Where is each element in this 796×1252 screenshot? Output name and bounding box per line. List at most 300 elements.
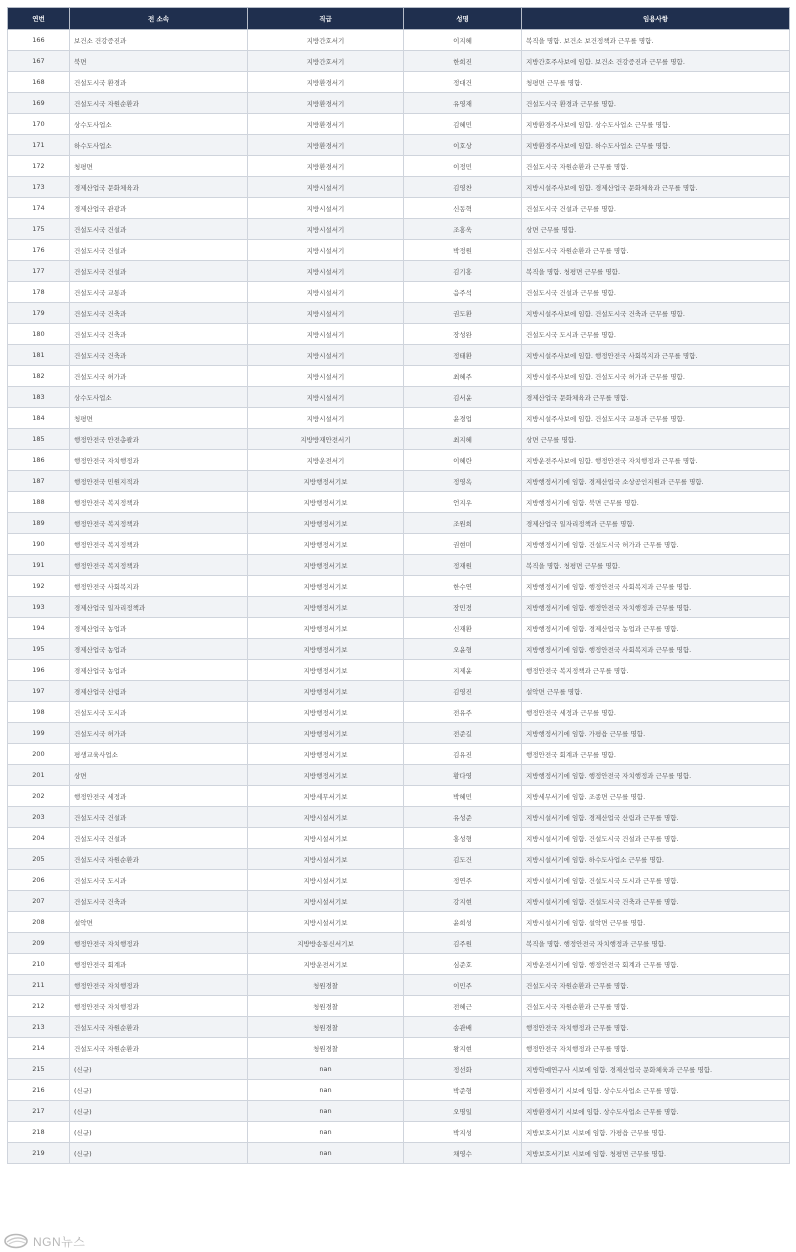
cell-rank: 지방시설서기보 [248,870,404,891]
table-row [8,366,790,387]
table-row [8,597,790,618]
cell-rank: 지방시설서기 [248,261,404,282]
cell-name: 최지혜 [404,429,522,450]
cell-name: 강지현 [404,891,522,912]
cell-number: 212 [8,996,70,1017]
cell-name: 이민주 [404,975,522,996]
table-row [8,450,790,471]
cell-name: 전준길 [404,723,522,744]
cell-rank: 지방행정서기보 [248,471,404,492]
cell-previous-dept: 행정안전국 민원지적과 [70,471,248,492]
cell-previous-dept: 경제산업국 농업과 [70,618,248,639]
cell-appointment: 지방환경주사보에 임함. 상수도사업소 근무를 명함. [522,114,790,135]
cell-appointment: 복직을 명함. 청평면 근무를 명함. [522,261,790,282]
cell-previous-dept: 경제산업국 문화체육과 [70,177,248,198]
cell-rank: 지방환경서기 [248,93,404,114]
cell-appointment: 설악면 근무를 명함. [522,681,790,702]
cell-previous-dept: 경제산업국 일자리정책과 [70,597,248,618]
cell-number: 181 [8,345,70,366]
cell-number: 208 [8,912,70,933]
cell-appointment: 행정안전국 자치행정과 근무를 명함. [522,1038,790,1059]
cell-name: 송관배 [404,1017,522,1038]
cell-number: 170 [8,114,70,135]
cell-appointment: 지방환경서기 시보에 임함. 상수도사업소 근무를 명함. [522,1101,790,1122]
cell-number: 206 [8,870,70,891]
cell-previous-dept: 건설도시국 허가과 [70,723,248,744]
cell-appointment: 경제산업국 문화체육과 근무를 명함. [522,387,790,408]
cell-name: 박혜민 [404,786,522,807]
header-appointment: 임용사항 [522,8,790,30]
cell-rank: 지방시설서기 [248,324,404,345]
cell-rank: 지방시설서기보 [248,912,404,933]
cell-number: 186 [8,450,70,471]
cell-rank: 청원경찰 [248,975,404,996]
cell-appointment: 건설도시국 건설과 근무를 명함. [522,198,790,219]
cell-number: 175 [8,219,70,240]
cell-rank: 지방방재안전서기 [248,429,404,450]
cell-previous-dept: 행정안전국 회계과 [70,954,248,975]
cell-name: 전유주 [404,702,522,723]
cell-number: 171 [8,135,70,156]
table-row [8,135,790,156]
header-number: 연번 [8,8,70,30]
cell-rank: 지방시설서기 [248,219,404,240]
cell-number: 195 [8,639,70,660]
cell-rank: 지방간호서기 [248,30,404,51]
cell-name: 조홍욱 [404,219,522,240]
cell-number: 166 [8,30,70,51]
table-row [8,618,790,639]
cell-number: 209 [8,933,70,954]
cell-name: 김영진 [404,681,522,702]
cell-previous-dept: 건설도시국 건축과 [70,324,248,345]
cell-number: 205 [8,849,70,870]
table-row [8,555,790,576]
cell-number: 180 [8,324,70,345]
cell-number: 183 [8,387,70,408]
cell-previous-dept: 경제산업국 농업과 [70,639,248,660]
cell-rank: 지방시설서기 [248,303,404,324]
cell-appointment: 건설도시국 자원순환과 근무를 명함. [522,975,790,996]
cell-previous-dept: 행정안전국 사회복지과 [70,576,248,597]
cell-rank: 지방시설서기 [248,198,404,219]
cell-number: 182 [8,366,70,387]
cell-number: 197 [8,681,70,702]
cell-rank: 청원경찰 [248,1017,404,1038]
cell-appointment: 복직을 명함. 행정안전국 자치행정과 근무를 명함. [522,933,790,954]
cell-number: 219 [8,1143,70,1164]
cell-rank: nan [248,1122,404,1143]
cell-previous-dept: 상수도사업소 [70,114,248,135]
cell-rank: 지방행정서기보 [248,534,404,555]
cell-appointment: 지방시설서기에 임함. 설악면 근무를 명함. [522,912,790,933]
cell-number: 178 [8,282,70,303]
cell-rank: 지방운전서기 [248,450,404,471]
cell-appointment: 지방행정서기에 임함. 경제산업국 농업과 근무를 명함. [522,618,790,639]
cell-name: 박정원 [404,240,522,261]
cell-name: 정선화 [404,1059,522,1080]
cell-previous-dept: 행정안전국 안전총괄과 [70,429,248,450]
table-row [8,1122,790,1143]
cell-number: 217 [8,1101,70,1122]
cell-number: 203 [8,807,70,828]
table-row [8,240,790,261]
cell-name: 권도환 [404,303,522,324]
cell-appointment: 지방시설서기에 임함. 경제산업국 산림과 근무를 명함. [522,807,790,828]
table-row [8,1143,790,1164]
cell-appointment: 지방보호서기보 시보에 임함. 청평면 근무를 명함. [522,1143,790,1164]
cell-number: 204 [8,828,70,849]
cell-appointment: 지방시설주사보에 임함. 경제산업국 문화체육과 근무를 명함. [522,177,790,198]
table-row [8,639,790,660]
cell-previous-dept: (신규) [70,1059,248,1080]
cell-appointment: 지방환경서기 시보에 임함. 상수도사업소 근무를 명함. [522,1080,790,1101]
table-row [8,870,790,891]
cell-previous-dept: 건설도시국 도시과 [70,702,248,723]
cell-name: 이정민 [404,156,522,177]
cell-appointment: 행정안전국 세정과 근무를 명함. [522,702,790,723]
cell-rank: 지방환경서기 [248,114,404,135]
cell-previous-dept: 건설도시국 건설과 [70,219,248,240]
table-row [8,723,790,744]
cell-name: 장성완 [404,324,522,345]
cell-number: 172 [8,156,70,177]
cell-name: 정대건 [404,72,522,93]
cell-appointment: 지방시설서기에 임함. 건설도시국 건축과 근무를 명함. [522,891,790,912]
cell-previous-dept: 건설도시국 교통과 [70,282,248,303]
cell-previous-dept: 행정안전국 복지정책과 [70,555,248,576]
cell-name: 김유진 [404,744,522,765]
table-row [8,744,790,765]
cell-name: 황다영 [404,765,522,786]
cell-previous-dept: (신규) [70,1122,248,1143]
cell-number: 210 [8,954,70,975]
cell-previous-dept: 건설도시국 건설과 [70,807,248,828]
cell-name: 심준호 [404,954,522,975]
cell-name: 김영찬 [404,177,522,198]
table-row [8,954,790,975]
cell-previous-dept: 경제산업국 산림과 [70,681,248,702]
table-row [8,1101,790,1122]
cell-previous-dept: 건설도시국 자원순환과 [70,1038,248,1059]
cell-rank: 지방시설서기보 [248,891,404,912]
cell-previous-dept: 건설도시국 건축과 [70,345,248,366]
cell-rank: 지방시설서기보 [248,807,404,828]
cell-number: 177 [8,261,70,282]
cell-name: 유성준 [404,807,522,828]
cell-appointment: 지방시설주사보에 임함. 건설도시국 허가과 근무를 명함. [522,366,790,387]
cell-rank: 지방세무서기보 [248,786,404,807]
cell-previous-dept: 청평면 [70,408,248,429]
cell-appointment: 지방운전서기에 임함. 행정안전국 회계과 근무를 명함. [522,954,790,975]
cell-appointment: 지방운전주사보에 임함. 행정안전국 자치행정과 근무를 명함. [522,450,790,471]
cell-name: 정연주 [404,870,522,891]
cell-number: 216 [8,1080,70,1101]
cell-rank: 지방방송통신서기보 [248,933,404,954]
cell-previous-dept: 행정안전국 자치행정과 [70,975,248,996]
table-row [8,156,790,177]
cell-appointment: 지방시설서기에 임함. 건설도시국 도시과 근무를 명함. [522,870,790,891]
table-row [8,996,790,1017]
cell-number: 169 [8,93,70,114]
cell-number: 214 [8,1038,70,1059]
cell-name: 박지성 [404,1122,522,1143]
cell-appointment: 복직을 명함. 청평면 근무를 명함. [522,555,790,576]
appointment-table [7,7,790,1164]
cell-number: 185 [8,429,70,450]
cell-rank: 지방시설서기 [248,408,404,429]
cell-previous-dept: 행정안전국 자치행정과 [70,933,248,954]
cell-previous-dept: 행정안전국 복지정책과 [70,513,248,534]
cell-number: 211 [8,975,70,996]
table-row [8,429,790,450]
cell-previous-dept: 건설도시국 건설과 [70,240,248,261]
cell-previous-dept: 행정안전국 세정과 [70,786,248,807]
cell-name: 한희진 [404,51,522,72]
cell-previous-dept: 경제산업국 농업과 [70,660,248,681]
cell-appointment: 경제산업국 일자리정책과 근무를 명함. [522,513,790,534]
cell-appointment: 지방세무서기에 임함. 조종면 근무를 명함. [522,786,790,807]
cell-rank: 지방행정서기보 [248,513,404,534]
cell-rank: nan [248,1080,404,1101]
table-row [8,933,790,954]
table-row [8,1059,790,1080]
table-row [8,1080,790,1101]
table-row [8,975,790,996]
cell-number: 173 [8,177,70,198]
cell-rank: nan [248,1101,404,1122]
cell-previous-dept: 행정안전국 자치행정과 [70,450,248,471]
table-row [8,765,790,786]
cell-appointment: 지방행정서기에 임함. 경제산업국 소상공인지원과 근무를 명함. [522,471,790,492]
cell-rank: 지방행정서기보 [248,723,404,744]
cell-rank: nan [248,1143,404,1164]
table-row [8,681,790,702]
table-row [8,177,790,198]
cell-rank: 지방시설서기보 [248,849,404,870]
cell-appointment: 지방행정서기에 임함. 가평읍 근무를 명함. [522,723,790,744]
table-row [8,786,790,807]
table-row [8,828,790,849]
cell-appointment: 행정안전국 회계과 근무를 명함. [522,744,790,765]
footer-logo [4,1232,85,1250]
cell-appointment: 지방행정서기에 임함. 행정안전국 자치행정과 근무를 명함. [522,765,790,786]
cell-number: 184 [8,408,70,429]
cell-previous-dept: 건설도시국 환경과 [70,72,248,93]
cell-previous-dept: (신규) [70,1143,248,1164]
cell-number: 191 [8,555,70,576]
cell-name: 왕지현 [404,1038,522,1059]
cell-rank: 지방시설서기 [248,387,404,408]
cell-appointment: 건설도시국 도시과 근무를 명함. [522,324,790,345]
table-row [8,660,790,681]
cell-name: 박준형 [404,1080,522,1101]
cell-name: 윤희성 [404,912,522,933]
cell-name: 지제윤 [404,660,522,681]
table-row [8,849,790,870]
cell-name: 정재원 [404,555,522,576]
cell-rank: 지방시설서기 [248,282,404,303]
cell-appointment: 청평면 근무를 명함. [522,72,790,93]
table-body [8,30,790,1164]
table-row [8,114,790,135]
table-row [8,492,790,513]
ngn-logo-icon [4,1233,30,1249]
cell-number: 167 [8,51,70,72]
cell-rank: 지방행정서기보 [248,576,404,597]
cell-number: 201 [8,765,70,786]
cell-number: 199 [8,723,70,744]
cell-name: 김도건 [404,849,522,870]
cell-name: 정영옥 [404,471,522,492]
cell-number: 198 [8,702,70,723]
cell-previous-dept: 행정안전국 자치행정과 [70,996,248,1017]
cell-appointment: 지방간호주사보에 임함. 보건소 건강증진과 근무를 명함. [522,51,790,72]
cell-rank: 지방시설서기 [248,177,404,198]
cell-previous-dept: 건설도시국 자원순환과 [70,1017,248,1038]
cell-previous-dept: 설악면 [70,912,248,933]
table-row [8,576,790,597]
cell-previous-dept: 경제산업국 관광과 [70,198,248,219]
cell-rank: nan [248,1059,404,1080]
cell-appointment: 지방행정서기에 임함. 행정안전국 사회복지과 근무를 명함. [522,639,790,660]
cell-appointment: 건설도시국 자원순환과 근무를 명함. [522,156,790,177]
table-row [8,219,790,240]
cell-appointment: 건설도시국 건설과 근무를 명함. [522,282,790,303]
cell-previous-dept: 북면 [70,51,248,72]
cell-rank: 지방행정서기보 [248,765,404,786]
cell-number: 215 [8,1059,70,1080]
cell-name: 유영재 [404,93,522,114]
cell-rank: 지방시설서기 [248,366,404,387]
table-header-row [8,8,790,30]
cell-number: 176 [8,240,70,261]
cell-previous-dept: 상수도사업소 [70,387,248,408]
cell-appointment: 상면 근무를 명함. [522,429,790,450]
cell-rank: 지방행정서기보 [248,492,404,513]
cell-name: 권현미 [404,534,522,555]
cell-rank: 지방환경서기 [248,72,404,93]
cell-name: 신재환 [404,618,522,639]
cell-number: 193 [8,597,70,618]
cell-name: 전혜근 [404,996,522,1017]
cell-previous-dept: 건설도시국 건설과 [70,261,248,282]
cell-name: 언지우 [404,492,522,513]
cell-appointment: 지방행정서기에 임함. 행정안전국 사회복지과 근무를 명함. [522,576,790,597]
cell-appointment: 지방시설주사보에 임함. 건설도시국 교통과 근무를 명함. [522,408,790,429]
cell-appointment: 지방학예연구사 시보에 임함. 경제산업국 문화체육과 근무를 명함. [522,1059,790,1080]
cell-name: 김혜민 [404,114,522,135]
table-row [8,261,790,282]
cell-name: 신동혁 [404,198,522,219]
cell-rank: 청원경찰 [248,1038,404,1059]
table-row [8,282,790,303]
table-row [8,912,790,933]
logo-text: NGN뉴스 [33,1234,86,1249]
cell-rank: 청원경찰 [248,996,404,1017]
table-row [8,303,790,324]
cell-rank: 지방시설서기 [248,240,404,261]
cell-rank: 지방환경서기 [248,135,404,156]
cell-rank: 지방시설서기 [248,345,404,366]
table-row [8,345,790,366]
cell-name: 이지혜 [404,30,522,51]
cell-name: 조원희 [404,513,522,534]
cell-appointment: 행정안전국 복지정책과 근무를 명함. [522,660,790,681]
table-row [8,807,790,828]
table-row [8,702,790,723]
cell-number: 187 [8,471,70,492]
cell-number: 196 [8,660,70,681]
cell-rank: 지방행정서기보 [248,639,404,660]
cell-rank: 지방행정서기보 [248,681,404,702]
cell-number: 168 [8,72,70,93]
cell-name: 윤경업 [404,408,522,429]
cell-rank: 지방환경서기 [248,156,404,177]
cell-appointment: 지방환경주사보에 임함. 하수도사업소 근무를 명함. [522,135,790,156]
table-row [8,408,790,429]
table-row [8,198,790,219]
cell-number: 218 [8,1122,70,1143]
cell-appointment: 복직을 명함. 보건소 보건정책과 근무를 명함. [522,30,790,51]
cell-name: 홍성형 [404,828,522,849]
table-row [8,72,790,93]
cell-number: 174 [8,198,70,219]
cell-name: 김기홍 [404,261,522,282]
cell-rank: 지방운전서기보 [248,954,404,975]
cell-rank: 지방시설서기보 [248,828,404,849]
cell-appointment: 지방행정서기에 임함. 북면 근무를 명함. [522,492,790,513]
cell-number: 179 [8,303,70,324]
cell-rank: 지방행정서기보 [248,618,404,639]
cell-name: 김서윤 [404,387,522,408]
cell-name: 오윤형 [404,639,522,660]
cell-previous-dept: (신규) [70,1080,248,1101]
cell-previous-dept: 건설도시국 건축과 [70,303,248,324]
cell-rank: 지방행정서기보 [248,660,404,681]
cell-previous-dept: 상면 [70,765,248,786]
cell-rank: 지방행정서기보 [248,702,404,723]
table-row [8,891,790,912]
header-previous-dept: 전 소속 [70,8,248,30]
table-row [8,534,790,555]
cell-previous-dept: 보건소 건강증진과 [70,30,248,51]
cell-previous-dept: 평생교육사업소 [70,744,248,765]
cell-appointment: 지방행정서기에 임함. 행정안전국 자치행정과 근무를 명함. [522,597,790,618]
table-row [8,30,790,51]
table-row [8,93,790,114]
cell-previous-dept: 하수도사업소 [70,135,248,156]
cell-name: 오명일 [404,1101,522,1122]
cell-number: 207 [8,891,70,912]
cell-name: 장민정 [404,597,522,618]
cell-previous-dept: 건설도시국 자원순환과 [70,849,248,870]
cell-previous-dept: 건설도시국 허가과 [70,366,248,387]
table-row [8,387,790,408]
cell-rank: 지방행정서기보 [248,597,404,618]
cell-rank: 지방행정서기보 [248,555,404,576]
cell-name: 이호상 [404,135,522,156]
cell-previous-dept: 건설도시국 도시과 [70,870,248,891]
cell-number: 189 [8,513,70,534]
cell-appointment: 상면 근무를 명함. [522,219,790,240]
cell-name: 정태환 [404,345,522,366]
cell-name: 최혜주 [404,366,522,387]
cell-previous-dept: 건설도시국 건축과 [70,891,248,912]
cell-name: 이혜란 [404,450,522,471]
cell-number: 192 [8,576,70,597]
cell-appointment: 지방행정서기에 임함. 건설도시국 허가과 근무를 명함. [522,534,790,555]
